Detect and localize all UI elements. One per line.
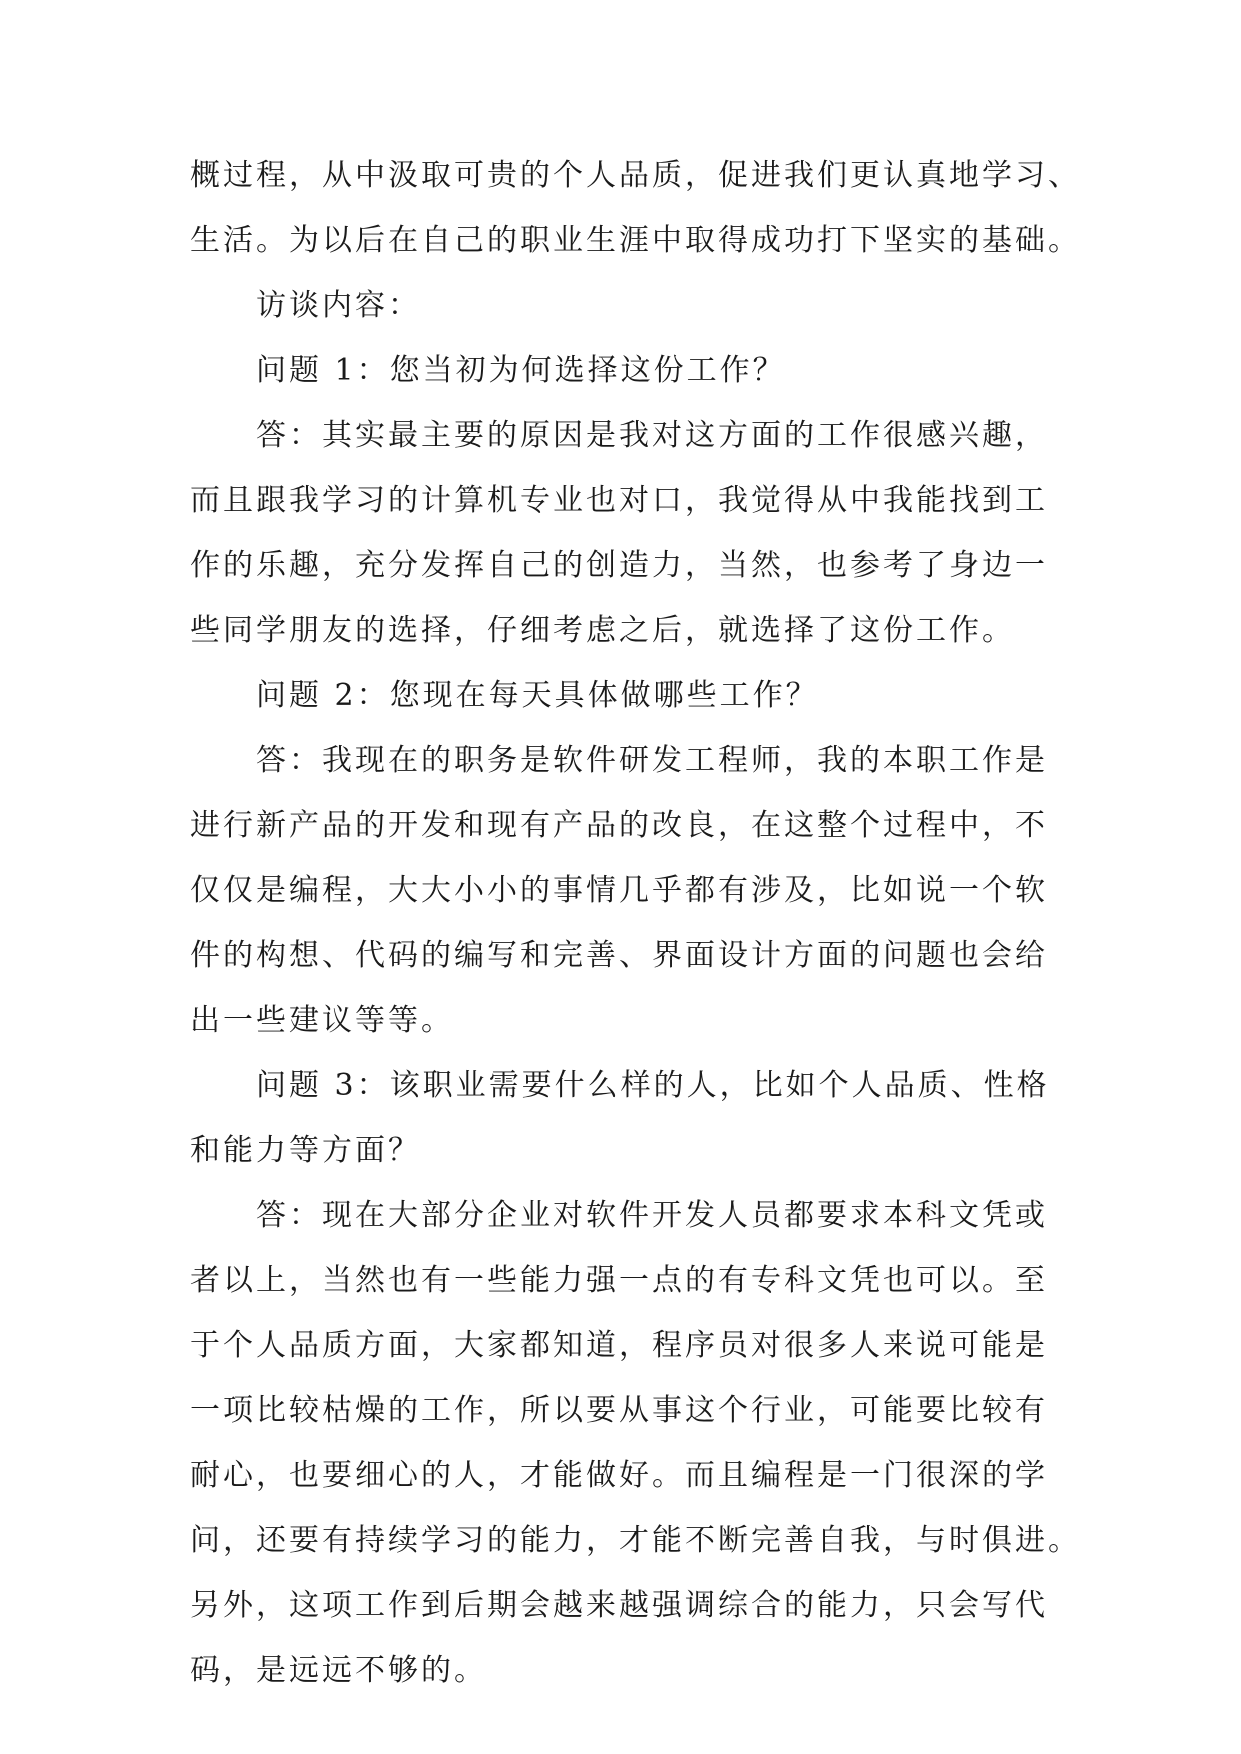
answer-1-line: 些同学朋友的选择，仔细考虑之后，就选择了这份工作。 xyxy=(190,613,1015,648)
section-heading: 访谈内容： xyxy=(256,288,421,323)
question-1: 问题 1：您当初为何选择这份工作？ xyxy=(256,353,786,388)
answer-2-line: 进行新产品的开发和现有产品的改良，在这整个过程中，不 xyxy=(190,808,1048,843)
answer-2-line: 仅仅是编程，大大小小的事情几乎都有涉及，比如说一个软 xyxy=(190,873,1048,908)
answer-2-line: 件的构想、代码的编写和完善、界面设计方面的问题也会给 xyxy=(190,938,1048,973)
answer-3-line: 问，还要有持续学习的能力，才能不断完善自我，与时俱进。 xyxy=(190,1523,1081,1558)
answer-3-line: 码，是远远不够的。 xyxy=(190,1653,487,1688)
answer-3-line: 者以上，当然也有一些能力强一点的有专科文凭也可以。至 xyxy=(190,1263,1048,1298)
answer-2-line: 出一些建议等等。 xyxy=(190,1003,454,1038)
answer-3-line: 另外，这项工作到后期会越来越强调综合的能力，只会写代 xyxy=(190,1588,1048,1623)
question-2: 问题 2：您现在每天具体做哪些工作？ xyxy=(256,678,819,713)
answer-2-line: 答：我现在的职务是软件研发工程师，我的本职工作是 xyxy=(256,743,1048,778)
question-3: 问题 3：该职业需要什么样的人，比如个人品质、性格 xyxy=(256,1068,1050,1103)
answer-1-line: 作的乐趣，充分发挥自己的创造力，当然，也参考了身边一 xyxy=(190,548,1048,583)
answer-1-line: 答：其实最主要的原因是我对这方面的工作很感兴趣， xyxy=(256,418,1048,453)
question-3-line: 和能力等方面？ xyxy=(190,1133,421,1168)
answer-3-line: 一项比较枯燥的工作，所以要从事这个行业，可能要比较有 xyxy=(190,1393,1048,1428)
answer-3-line: 耐心，也要细心的人，才能做好。而且编程是一门很深的学 xyxy=(190,1458,1048,1493)
answer-3-line: 于个人品质方面，大家都知道，程序员对很多人来说可能是 xyxy=(190,1328,1048,1363)
text-line: 概过程，从中汲取可贵的个人品质，促进我们更认真地学习、 xyxy=(190,158,1081,193)
answer-3-line: 答：现在大部分企业对软件开发人员都要求本科文凭或 xyxy=(256,1198,1048,1233)
answer-1-line: 而且跟我学习的计算机专业也对口，我觉得从中我能找到工 xyxy=(190,483,1048,518)
text-line: 生活。为以后在自己的职业生涯中取得成功打下坚实的基础。 xyxy=(190,223,1081,258)
